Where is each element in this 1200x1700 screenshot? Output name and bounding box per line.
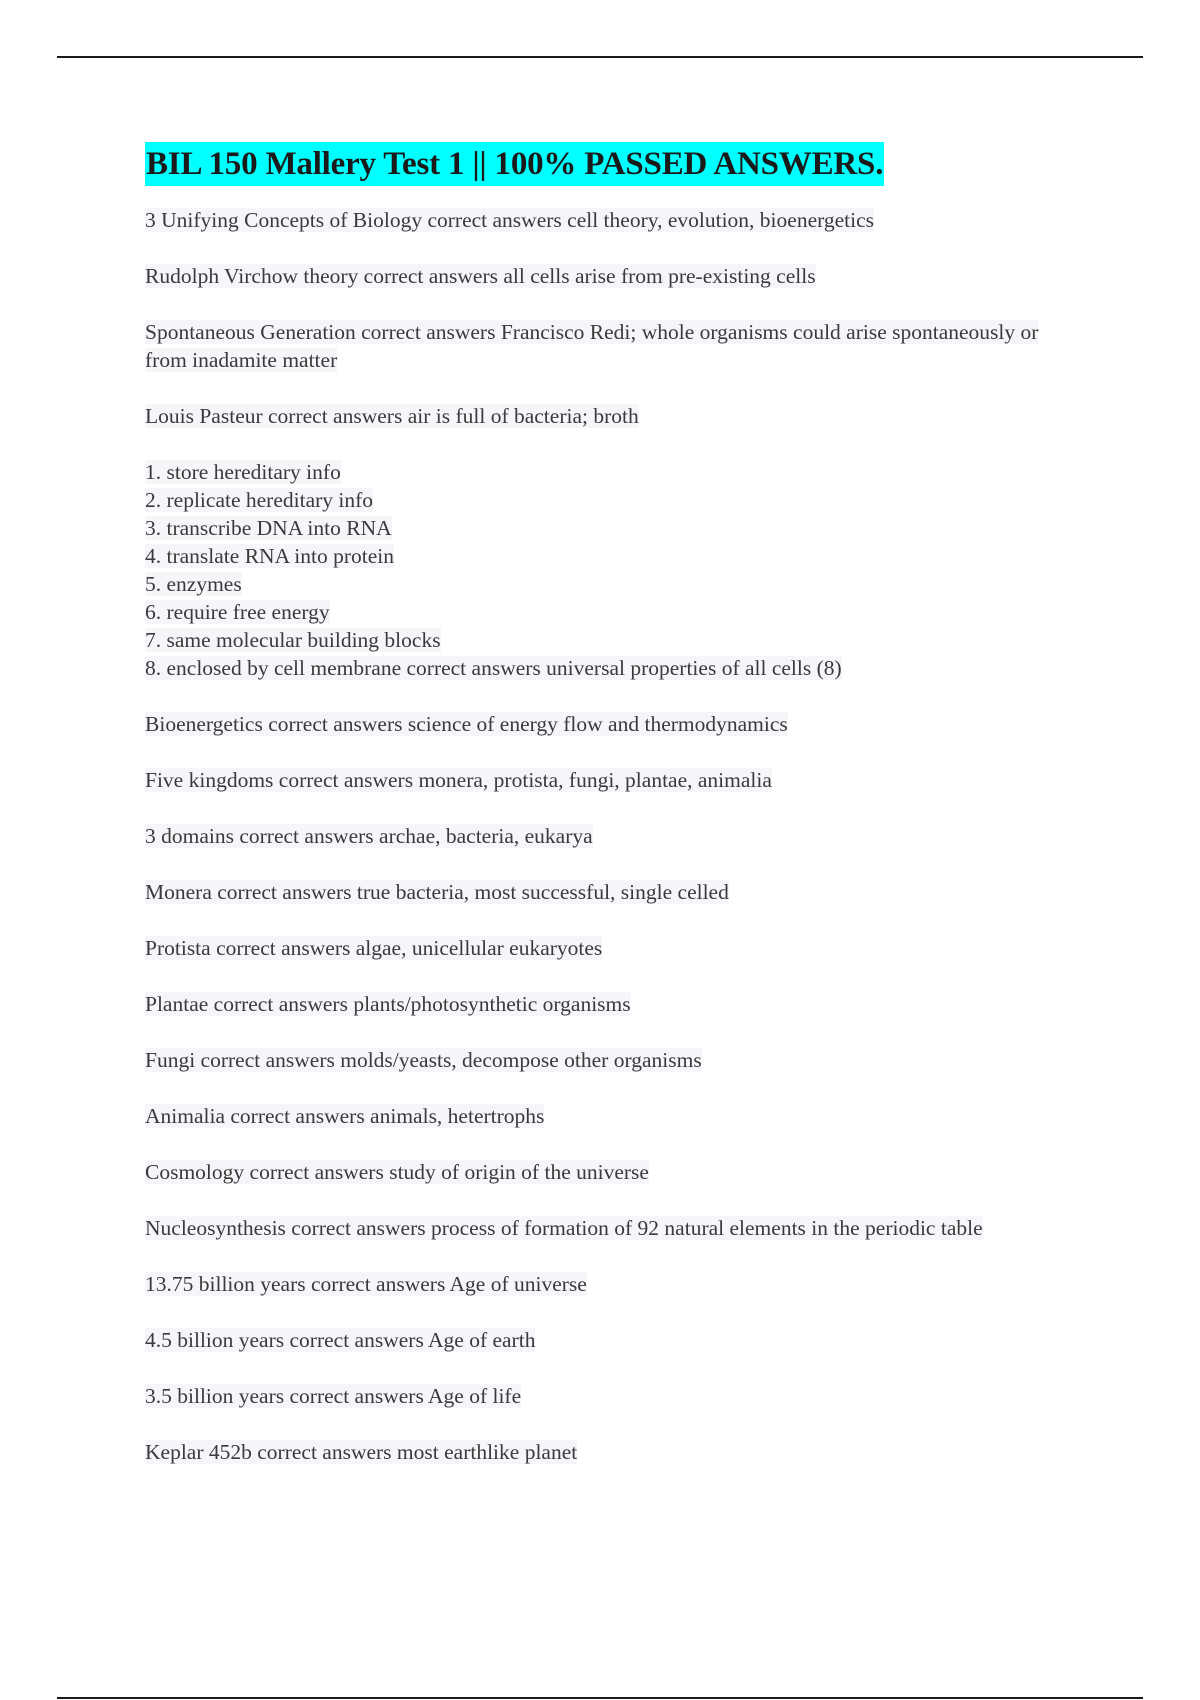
top-rule bbox=[57, 56, 1143, 58]
numbered-line bbox=[145, 598, 1065, 626]
bottom-rule bbox=[57, 1697, 1143, 1699]
qa-text: 13.75 billion years correct answers Age of universe bbox=[145, 1272, 587, 1296]
numbered-line bbox=[145, 570, 1065, 598]
qa-text: Plantae correct answers plants/photosynthetic organisms bbox=[145, 992, 631, 1016]
numbered-line-text: 1. store hereditary info bbox=[145, 460, 341, 484]
qa-item bbox=[145, 1046, 1065, 1074]
qa-text: Spontaneous Generation correct answers Francisco Redi; whole organisms could arise spontaneously or from inadamite matter bbox=[145, 320, 1039, 372]
numbered-line bbox=[145, 514, 1065, 542]
qa-item bbox=[145, 710, 1065, 738]
qa-item bbox=[145, 318, 1065, 374]
numbered-line bbox=[145, 626, 1065, 654]
qa-text: 4.5 billion years correct answers Age of earth bbox=[145, 1328, 536, 1352]
qa-text: 3 Unifying Concepts of Biology correct answers cell theory, evolution, bioenergetics bbox=[145, 208, 875, 232]
numbered-line-text: 2. replicate hereditary info bbox=[145, 488, 374, 512]
qa-item bbox=[145, 1326, 1065, 1354]
qa-text: Animalia correct answers animals, hetertrophs bbox=[145, 1104, 545, 1128]
qa-text: 3.5 billion years correct answers Age of life bbox=[145, 1384, 522, 1408]
document-title: BIL 150 Mallery Test 1 || 100% PASSED ANSWERS. bbox=[145, 142, 884, 186]
qa-item bbox=[145, 1382, 1065, 1410]
qa-text: Fungi correct answers molds/yeasts, decompose other organisms bbox=[145, 1048, 702, 1072]
numbered-line bbox=[145, 654, 1065, 682]
qa-text: Protista correct answers algae, unicellular eukaryotes bbox=[145, 936, 603, 960]
qa-list bbox=[145, 206, 1065, 1466]
qa-item bbox=[145, 262, 1065, 290]
qa-item bbox=[145, 402, 1065, 430]
qa-text: Keplar 452b correct answers most earthlike planet bbox=[145, 1440, 578, 1464]
qa-item bbox=[145, 822, 1065, 850]
qa-text: Cosmology correct answers study of origin of the universe bbox=[145, 1160, 649, 1184]
numbered-line bbox=[145, 486, 1065, 514]
numbered-line bbox=[145, 542, 1065, 570]
numbered-line bbox=[145, 458, 1065, 486]
qa-item bbox=[145, 1214, 1065, 1242]
numbered-line-text: 6. require free energy bbox=[145, 600, 330, 624]
numbered-line-text: 3. transcribe DNA into RNA bbox=[145, 516, 392, 540]
numbered-line-text: 4. translate RNA into protein bbox=[145, 544, 395, 568]
qa-text: Louis Pasteur correct answers air is full of bacteria; broth bbox=[145, 404, 639, 428]
qa-item bbox=[145, 1438, 1065, 1466]
qa-item bbox=[145, 878, 1065, 906]
qa-item bbox=[145, 990, 1065, 1018]
numbered-line-text: 5. enzymes bbox=[145, 572, 242, 596]
qa-item bbox=[145, 1270, 1065, 1298]
qa-item bbox=[145, 1158, 1065, 1186]
qa-text: Monera correct answers true bacteria, most successful, single celled bbox=[145, 880, 729, 904]
qa-item bbox=[145, 206, 1065, 234]
qa-item bbox=[145, 1102, 1065, 1130]
qa-text: Five kingdoms correct answers monera, protista, fungi, plantae, animalia bbox=[145, 768, 772, 792]
numbered-line-text: 8. enclosed by cell membrane correct answers universal properties of all cells (8) bbox=[145, 656, 842, 680]
qa-numbered-item bbox=[145, 458, 1065, 682]
qa-text: Bioenergetics correct answers science of energy flow and thermodynamics bbox=[145, 712, 788, 736]
numbered-line-text: 7. same molecular building blocks bbox=[145, 628, 441, 652]
qa-text: Rudolph Virchow theory correct answers all cells arise from pre-existing cells bbox=[145, 264, 816, 288]
document-page bbox=[145, 142, 1065, 1494]
qa-text: 3 domains correct answers archae, bacteria, eukarya bbox=[145, 824, 593, 848]
qa-text: Nucleosynthesis correct answers process of formation of 92 natural elements in the periodic table bbox=[145, 1216, 983, 1240]
qa-item bbox=[145, 934, 1065, 962]
qa-item bbox=[145, 766, 1065, 794]
